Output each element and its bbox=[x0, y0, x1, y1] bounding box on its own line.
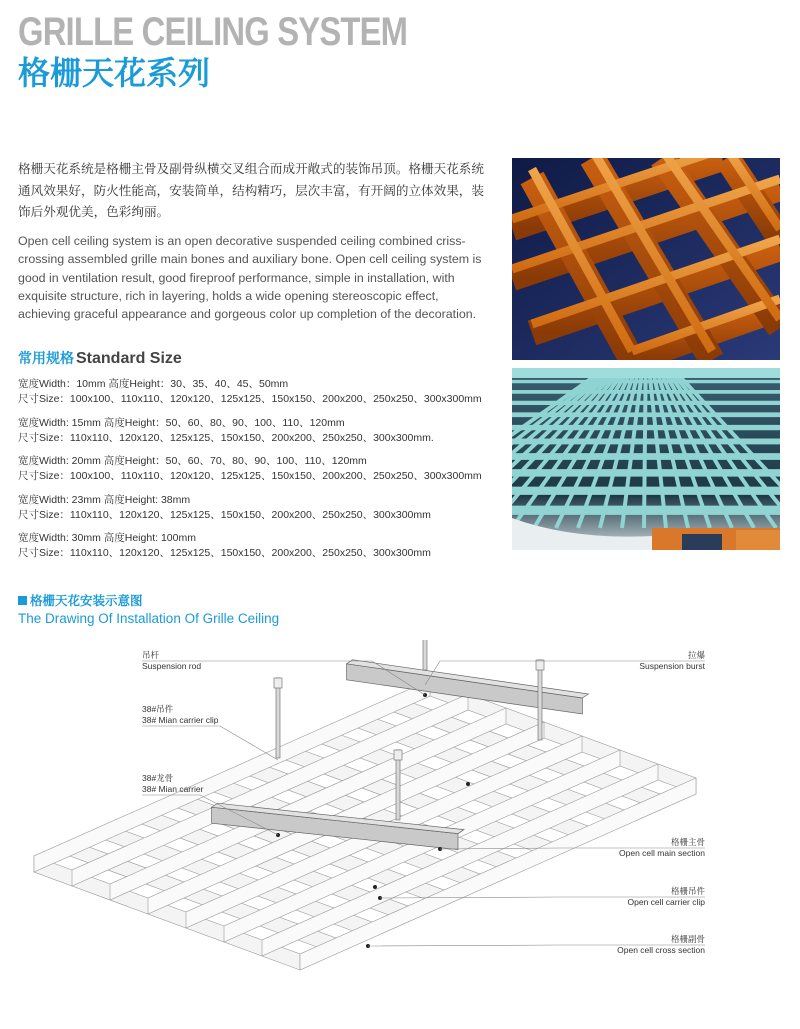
spec-dims: 宽度Width：10mm 高度Height：30、35、40、45、50mm bbox=[18, 378, 289, 390]
square-bullet-icon bbox=[18, 596, 27, 605]
label-main-carrier: 38#龙骨 38# Mian carrier bbox=[142, 773, 204, 794]
spec-sizes: 尺寸Size：110x110、120x120、125x125、150x150、200x200、250x250、300x300mm. bbox=[18, 431, 434, 444]
spec-list bbox=[18, 377, 498, 570]
spec-group bbox=[18, 416, 498, 455]
spec-heading-cn: 常用规格 bbox=[18, 351, 74, 367]
label-suspension-burst: 拉爆 Suspension burst bbox=[639, 650, 705, 671]
spec-group bbox=[18, 531, 498, 570]
label-main-section: 格栅主骨 Open cell main section bbox=[619, 837, 705, 858]
spec-sizes: 尺寸Size：100x100、110x110、120x120、125x125、150x150、200x200、250x250、300x300mm bbox=[18, 470, 482, 482]
spec-sizes: 尺寸Size：110x110、120x120、125x125、150x150、200x200、250x250、300x300mm bbox=[18, 547, 431, 559]
label-cell-clip: 格栅吊件 Open cell carrier clip bbox=[627, 886, 705, 907]
spec-group bbox=[18, 493, 498, 532]
drawing-heading-cn: 格栅天花安装示意图 bbox=[30, 593, 143, 608]
spec-sizes: 尺寸Size：110x110、120x120、125x125、150x150、200x200、250x250、300x300mm bbox=[18, 508, 431, 521]
intro-text-en: Open cell ceiling system is an open decorative suspended ceiling combined criss-crossing assembled grille main bones and auxiliary bone. Open cell ceiling system is good in ventilation result, good fireproof performance, simple in installation, with exquisite structure, rich in layering, holds a wide opening stereoscopic effect, achieving graceful appearance and gorgeous color up completion of the decoration. bbox=[18, 234, 482, 322]
spec-dims: 宽度Width: 30mm 高度Height: 100mm bbox=[18, 532, 196, 544]
drawing-heading-en: The Drawing Of Installation Of Grille Ceiling bbox=[18, 611, 280, 626]
installation-drawing bbox=[0, 640, 800, 1025]
label-carrier-clip: 38#吊件 38# Mian carrier clip bbox=[142, 704, 219, 725]
spec-group bbox=[18, 454, 498, 493]
spec-dims: 宽度Width: 23mm 高度Height: 38mm bbox=[18, 493, 191, 506]
spec-group bbox=[18, 377, 498, 416]
label-suspension-rod: 吊杆 Suspension rod bbox=[142, 650, 202, 671]
spec-heading-en: Standard Size bbox=[76, 350, 182, 367]
spec-dims: 宽度Width: 15mm 高度Height：50、60、80、90、100、110、120mm bbox=[18, 416, 345, 429]
page-title-cn: 格栅天花系列 bbox=[18, 54, 211, 92]
spec-dims: 宽度Width: 20mm 高度Height：50、60、70、80、90、100、110、120mm bbox=[18, 455, 367, 467]
spec-heading bbox=[18, 345, 182, 372]
wood-grille-photo bbox=[512, 158, 780, 360]
label-cross-section: 格栅副骨 Open cell cross section bbox=[617, 934, 705, 955]
teal-grille-photo bbox=[512, 368, 780, 550]
page-title-en: GRILLE CEILING SYSTEM bbox=[18, 10, 408, 54]
intro-text-cn: 格栅天花系统是格栅主骨及副骨纵横交叉组合而成开敞式的装饰吊顶。格栅天花系统通风效果好，防火性能高，安装简单，结构精巧，层次丰富，有开阔的立体效果，装饰后外观优美，色彩绚丽。 bbox=[18, 161, 484, 219]
installation-diagram bbox=[0, 640, 800, 1025]
spec-sizes: 尺寸Size：100x100、110x110、120x120、125x125、150x150、200x200、250x250、300x300mm bbox=[18, 393, 482, 405]
drawing-heading bbox=[18, 592, 279, 628]
